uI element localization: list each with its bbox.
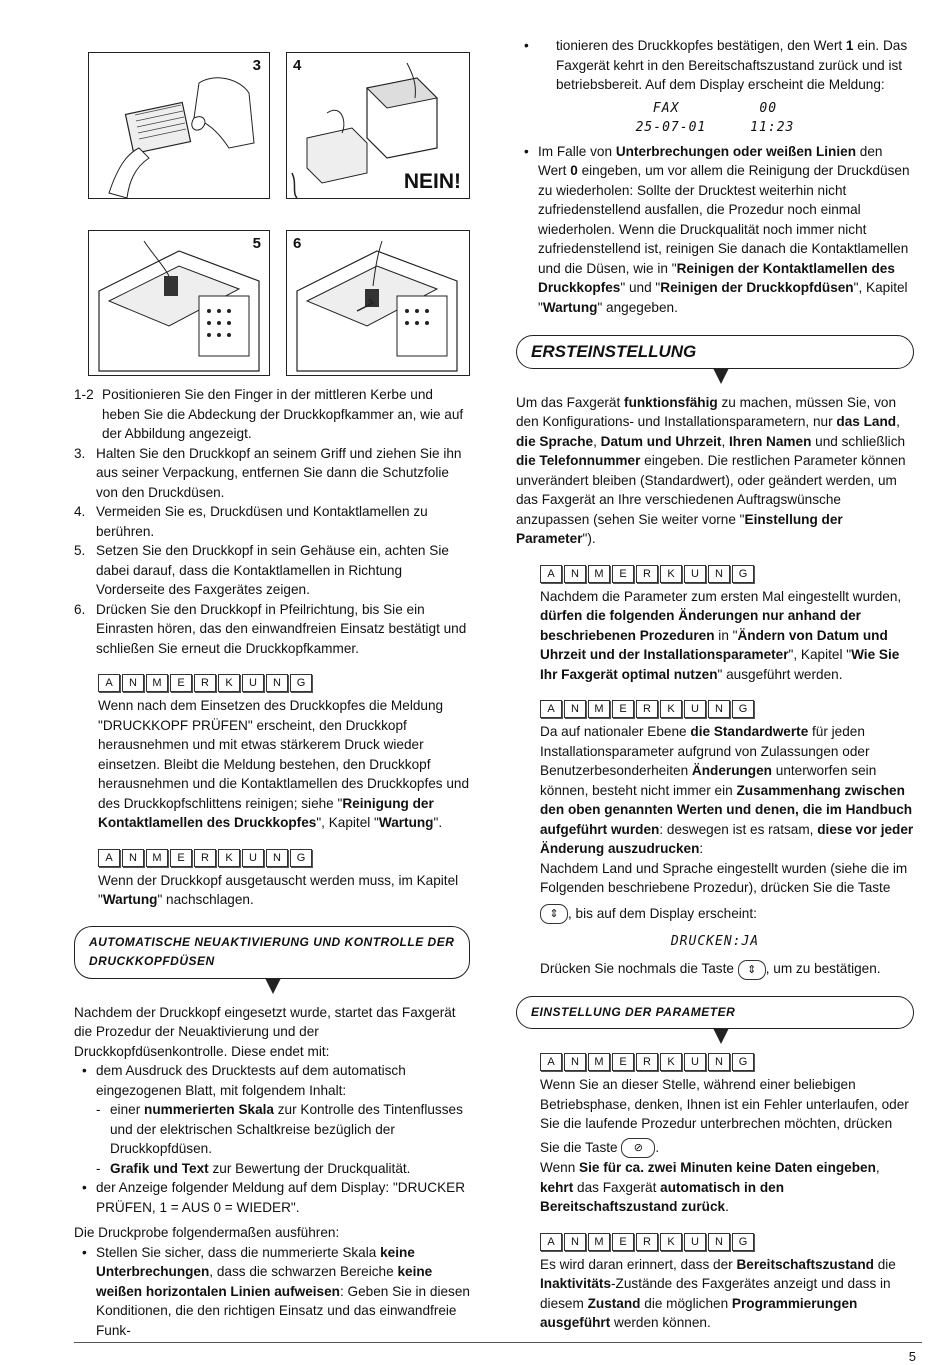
note-text: Drücken Sie nochmals die Taste ⇕ , um zu bestätigen. bbox=[540, 959, 914, 979]
note-text: Sie die Taste ⊘ . bbox=[540, 1138, 914, 1158]
list-item: - einer nummerierten Skala zur Kontrolle des Tintenflusses und der elektrischen Schaltkreise bezüglich der Druckkopfdüsen. bbox=[74, 1100, 470, 1159]
intro-paragraph: Nachdem der Druckkopf eingesetzt wurde, startet das Faxgerät die Prozedur der Neuaktivierung und der Druckkopfdüsenkontrolle. Diese endet mit: bbox=[74, 1004, 456, 1059]
section-banner: EINSTELLUNG DER PARAMETER bbox=[516, 996, 914, 1030]
steps-list bbox=[74, 385, 470, 658]
hands-unwrap-printhead-drawing bbox=[89, 53, 269, 198]
list-item: 3. Halten Sie den Druckkopf an seinem Griff und ziehen Sie ihn aus seiner Verpackung, entfernen Sie dann die Schutzfolie von den Druckdüsen. bbox=[74, 445, 462, 500]
note-text: Wenn der Druckkopf ausgetauscht werden muss, im Kapitel "Wartung" nachschlagen. bbox=[98, 872, 459, 907]
instruction-illustration bbox=[88, 52, 468, 374]
section-banner: ERSTEINSTELLUNG bbox=[516, 335, 914, 369]
panel-6 bbox=[286, 230, 470, 376]
note-tag: A N M E R K U N G bbox=[98, 849, 470, 867]
paragraph: Um das Faxgerät funktionsfähig zu machen, müssen Sie, von den Konfigurations- und Installationsparametern, nur das Land, die Sprache, Datum und Uhrzeit, Ihren Namen und schließlich die Telefonnummer eingeben. Die restlichen Parameter können unverändert bleiben (Standardwert), oder geändert werden, um das Faxgerät an Ihre verschiedenen Auftragswünsche anzupassen (sehen Sie weiter vorne "Einstellung der Parameter"). bbox=[516, 394, 906, 546]
list-item: • dem Ausdruck des Drucktests auf dem automatisch eingezogenen Blatt, mit folgendem Inhalt: bbox=[74, 1061, 470, 1100]
section-banner: AUTOMATISCHE NEUAKTIVIERUNG UND KONTROLLE DER DRUCKKOPFDÜSEN bbox=[74, 926, 470, 979]
panel-number: 5 bbox=[252, 235, 261, 252]
list-item: 4. Vermeiden Sie es, Druckdüsen und Kontaktlamellen zu berühren. bbox=[74, 504, 428, 539]
panel-5 bbox=[88, 230, 270, 376]
note-text: Wenn Sie für ca. zwei Minuten keine Daten eingeben, kehrt das Faxgerät automatisch in den Bereitschaftszustand zurück. bbox=[540, 1160, 880, 1215]
panel-number: 4 bbox=[293, 57, 302, 74]
list-item: 1-2 Positionieren Sie den Finger in der mittleren Kerbe und heben Sie die Abdeckung der Druckkopfkammer an, wie auf der Abbildung angezeigt. bbox=[74, 387, 464, 441]
list-item: • der Anzeige folgender Meldung auf dem Display: "DRUCKER PRÜFEN, 1 = AUS 0 = WIEDER". bbox=[74, 1178, 470, 1217]
note-text: Wenn Sie an dieser Stelle, während einer beliebigen Betriebsphase, denken, Ihnen ist ein Fehler unterlaufen, oder Sie die laufende Prozedur unterbrechen möchten, drücken bbox=[540, 1077, 909, 1132]
arrow-key-icon: ⇕ bbox=[738, 960, 766, 980]
continued-text: • tionieren des Druckkopfes bestätigen, den Wert 1 ein. Das Faxgerät kehrt in den Bereitschaftszustand zurück und ist betriebsbereit. Auf dem Display erscheint die Meldung: bbox=[516, 36, 914, 95]
note-tag: A N M E R K U N G bbox=[540, 1233, 914, 1251]
insert-printhead-drawing bbox=[89, 231, 269, 375]
panel-3 bbox=[88, 52, 270, 199]
warning-label: NEIN! bbox=[403, 170, 461, 193]
note-text: Da auf nationaler Ebene die Standardwerte für jeden Installationsparameter aufgrund von Zulassungen oder Benutzerbesonderheiten Änderungen unterworfen sein können, besteht nicht immer ein Zusammenhang zwischen den oben genannten Werten und denen, die im Handbuch aufgeführt wurden: deswegen ist es ratsam, diese vor jeder Änderung auszudrucken: bbox=[540, 724, 914, 856]
note-tag: A N M E R K U N G bbox=[540, 1053, 914, 1071]
arrow-key-icon: ⇕ bbox=[540, 904, 568, 924]
paragraph: Die Druckprobe folgendermaßen ausführen: bbox=[74, 1225, 340, 1240]
list-item: • Stellen Sie sicher, dass die nummerierte Skala keine Unterbrechungen, dass die schwarzen Bereiche keine weißen horizontalen Linien aufweisen: Geben Sie in diesen Konditionen, die den richtigen Einsatz und das einwandfreie Funk- bbox=[74, 1243, 470, 1341]
page-number: 5 bbox=[908, 1349, 916, 1364]
list-item: 6. Drücken Sie den Druckkopf in Pfeilrichtung, bis Sie ein Einrasten hören, das den einwandfreien Einsatz bestätigt und schließen Sie erneut die Druckkopfkammer. bbox=[74, 601, 467, 656]
note-tag: A N M E R K U N G bbox=[540, 700, 914, 718]
right-column bbox=[516, 36, 914, 1333]
note-text: Nachdem die Parameter zum ersten Mal eingestellt wurden, dürfen die folgenden Änderungen nur anhand der beschriebenen Prozeduren in "Ändern von Datum und Uhrzeit und der Installationsparameter", Kapitel "Wie Sie Ihr Faxgerät optimal nutzen" ausgeführt werden. bbox=[540, 588, 902, 682]
note-tag: A N M E R K U N G bbox=[98, 674, 470, 692]
note-text: ⇕ , bis auf dem Display erscheint: bbox=[540, 904, 914, 924]
panel-number: 6 bbox=[293, 235, 302, 252]
footer-divider bbox=[74, 1342, 922, 1343]
list-item: - Grafik und Text zur Bewertung der Druckqualität. bbox=[74, 1159, 470, 1179]
note-text: Es wird daran erinnert, dass der Bereitschaftszustand die Inaktivitäts-Zustände des Faxgerätes anzeigt und dass in diesem Zustand die möglichen Programmierungen ausgeführt werden können. bbox=[540, 1256, 896, 1331]
note-text: Wenn nach dem Einsetzen des Druckkopfes die Meldung "DRUCKKOPF PRÜFEN" erscheint, den Druckkopf herausnehmen und mit etwas stärkerem Druck wieder einsetzen. Bleibt die Meldung bestehen, den Druckkopf herausnehmen und die Kontaktlamellen des Druckkopfes und des Druckkopfschlittens reinigen; siehe "Reinigung der Kontaktlamellen des Druckkopfes", Kapitel "Wartung". bbox=[98, 698, 470, 830]
list-item: • Im Falle von Unterbrechungen oder weißen Linien den Wert 0 eingeben, um vor allem die Reinigung der Druckdüsen zu wiederholen: Sollte der Drucktest weiterhin nicht zufriedenstellend ausfallen, die Prozedur noch einmal wiederholen. Wenn die Druckqualität noch immer nicht zufriedenstellend ist, reinigen Sie danach die Kontaktlamellen und die Düsen, wie in "Reinigen der Kontaktlamellen des Druckkopfes" und "Reinigen der Druckkopfdüsen", Kapitel "Wartung" angegeben. bbox=[516, 142, 914, 318]
display-readout: DRUCKEN:JA bbox=[670, 933, 760, 949]
note-tag: A N M E R K U N G bbox=[540, 565, 914, 583]
push-printhead-drawing bbox=[287, 231, 469, 375]
display-readout: FAX 00 25-07-01 11:23 bbox=[635, 100, 795, 135]
panel-4 bbox=[286, 52, 470, 199]
left-column bbox=[74, 385, 470, 1340]
panel-number: 3 bbox=[252, 57, 261, 74]
stop-key-icon: ⊘ bbox=[621, 1138, 655, 1158]
note-text: Nachdem Land und Sprache eingestellt wurden (siehe die im Folgenden beschriebene Prozedur), drücken Sie die Taste bbox=[540, 860, 908, 895]
list-item: 5. Setzen Sie den Druckkopf in sein Gehäuse ein, achten Sie dabei darauf, dass die Kontaktlamellen in Richtung Vorderseite des Faxgerätes zeigen. bbox=[74, 543, 449, 597]
